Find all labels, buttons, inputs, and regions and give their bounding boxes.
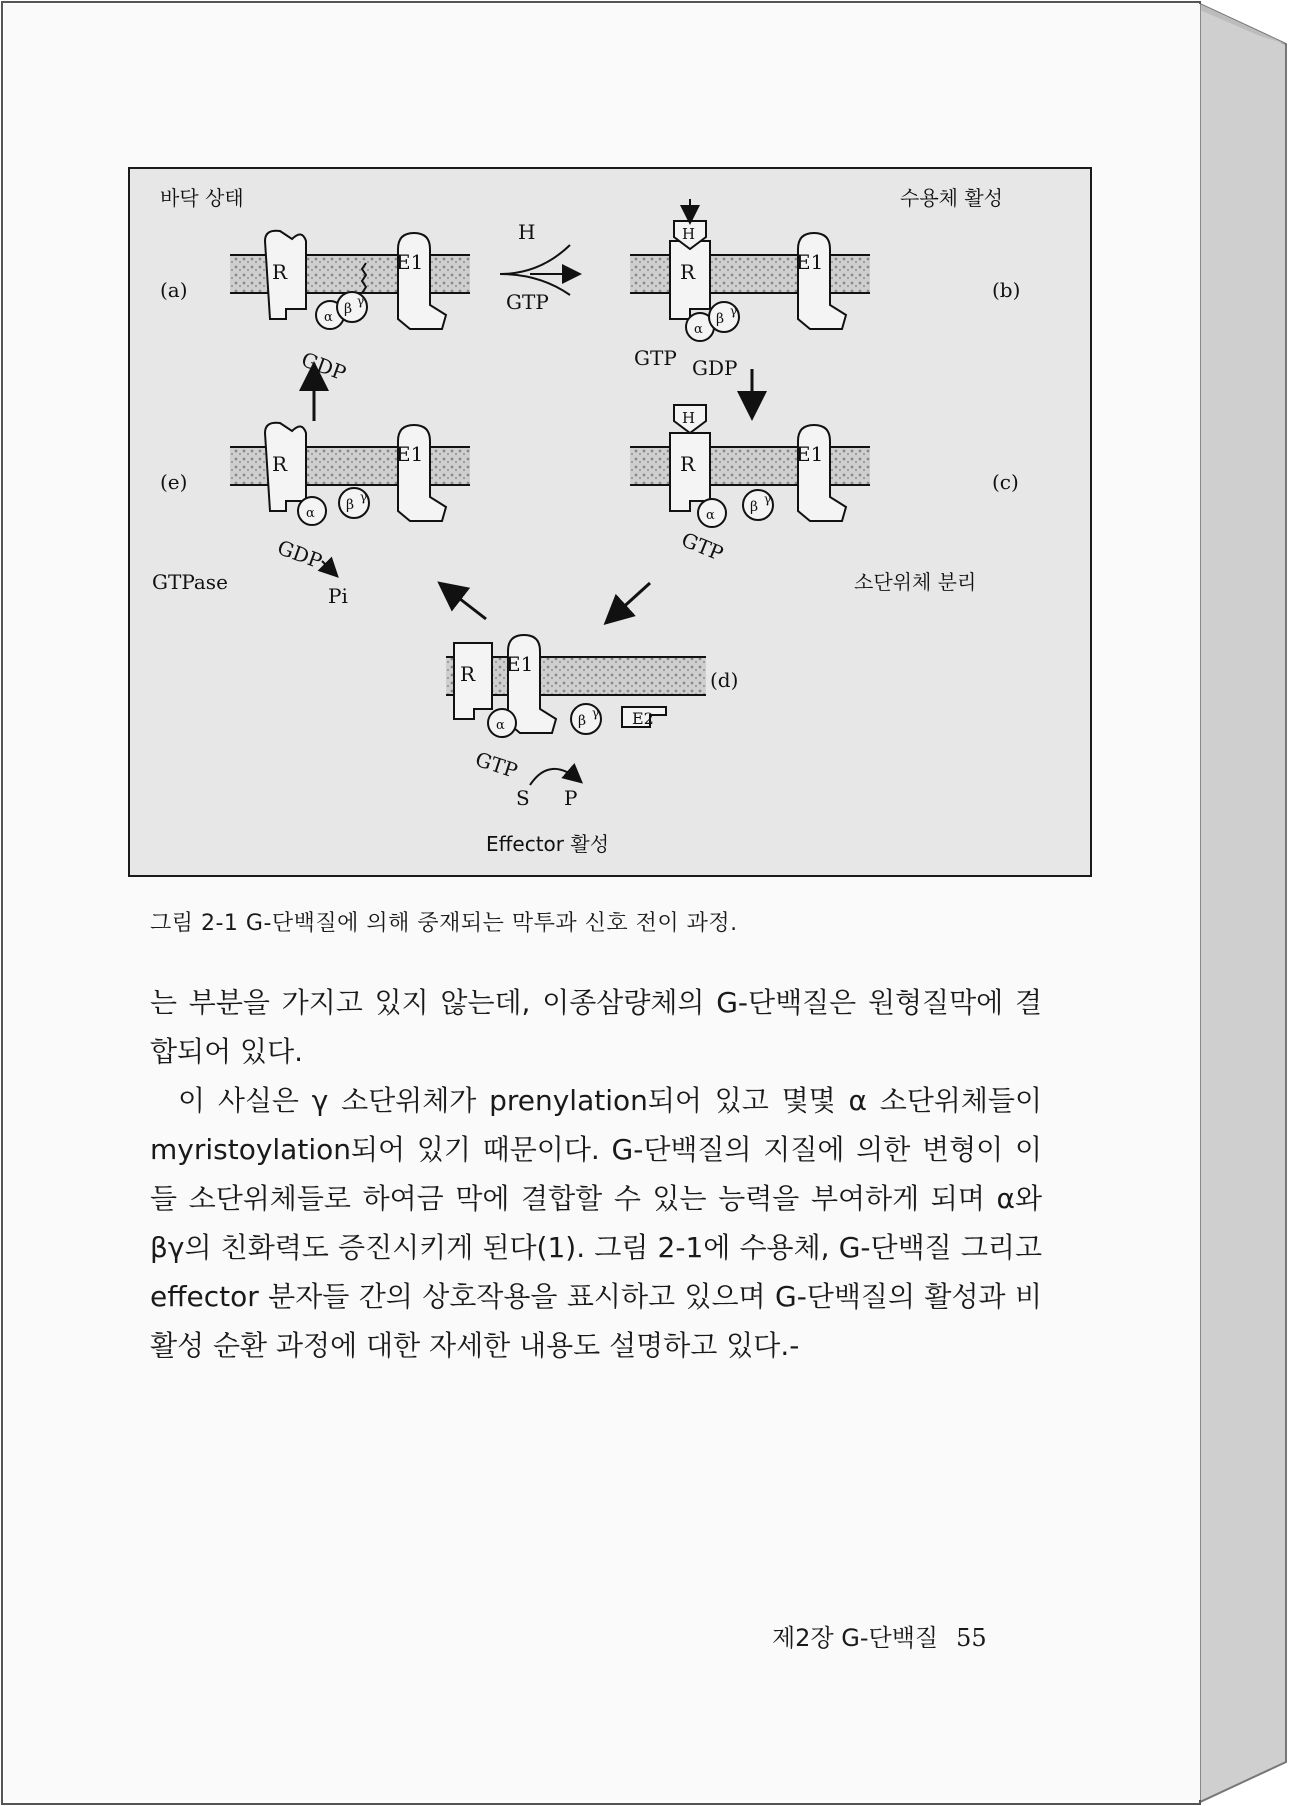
effector-label-e: E1 (396, 442, 424, 466)
phosphate-label: Pi (328, 584, 348, 608)
figure-diagram (130, 169, 1090, 875)
beta-label-c: β (750, 499, 759, 515)
page-footer (772, 1618, 987, 1653)
gtp-label-c: GTP (678, 527, 727, 566)
hormone-bound-label: H (682, 225, 696, 243)
paragraph-2: 이 사실은 γ 소단위체가 prenylation되어 있고 몇몇 α 소단위체들이 myristoylation되어 있기 때문이다. G-단백질의 지질에 의한 변형이 이들 소단위체들로 하여금 막에 결합할 수 있는 능력을 부여하게 되며 α와 βγ의 친화력도 증진시키게 된다(1). 그림 2-1에 수용체, G-단백질 그리고 effector 분자들 간의 상호작용을 표시하고 있으며 G-단백질의 활성과 비활성 순환 과정에 대한 자세한 내용도 설명하고 있다.- (150, 1084, 1042, 1362)
panel-e-label: (e) (160, 470, 188, 494)
beta-label-e: β (346, 497, 355, 513)
receptor-label-b: R (680, 260, 696, 284)
gtp-label-arrow: GTP (506, 290, 549, 314)
body-text (150, 978, 1042, 1370)
gdp-label-e: GDP (274, 535, 326, 574)
panel-b (630, 199, 1020, 380)
hormone-label: H (518, 220, 536, 244)
panel-b-label: (b) (992, 278, 1021, 302)
gamma-label-b: γ (730, 304, 738, 318)
gamma-label-c: γ (764, 492, 772, 506)
gtpase-label: GTPase (152, 570, 228, 594)
effector-label: E1 (396, 250, 424, 274)
beta-label-d: β (578, 713, 587, 729)
panel-a-label: (a) (160, 278, 188, 302)
gamma-label-e: γ (360, 490, 368, 504)
substrate-label: S (516, 786, 530, 810)
panel-e (152, 423, 470, 608)
gdp-label-b: GDP (692, 356, 738, 380)
gtp-label-d: GTP (472, 746, 521, 783)
alpha-label: α (324, 310, 333, 325)
beta-label: β (344, 301, 353, 317)
gdp-label-a: GDP (298, 347, 350, 386)
chapter-title: 제2장 G-단백질 (772, 1624, 939, 1652)
subunit-dissociation-label: 소단위체 분리 (854, 570, 977, 594)
effector-label-b: E1 (796, 250, 824, 274)
arrow-d-to-e (442, 585, 486, 619)
gamma-label: γ (357, 294, 365, 308)
label-ground-state: 바닥 상태 (160, 186, 244, 210)
gamma-label-d: γ (592, 706, 600, 720)
beta-label-b: β (716, 311, 725, 327)
effector-label-d: E1 (506, 652, 534, 676)
effector-label-c: E1 (796, 442, 824, 466)
panel-c-label: (c) (992, 470, 1019, 494)
page-number: 55 (956, 1624, 987, 1652)
receptor-label-d: R (460, 662, 476, 686)
arrow-a-to-b (500, 220, 578, 314)
hormone-bound-label-c: H (682, 409, 696, 427)
figure-caption: 그림 2-1 G-단백질에 의해 중재되는 막투과 신호 전이 과정. (150, 911, 738, 936)
panel-c (630, 405, 1019, 594)
panel-d-label: (d) (710, 668, 739, 692)
alpha-label-d: α (496, 718, 505, 733)
panel-a (160, 231, 470, 386)
label-receptor-activation: 수용체 활성 (900, 186, 1003, 210)
effector2-label-d: E2 (632, 709, 654, 728)
panel-d (446, 635, 738, 856)
receptor-label-e: R (272, 452, 288, 476)
receptor-label: R (272, 260, 288, 284)
arrow-c-to-d (608, 583, 650, 621)
product-label: P (564, 786, 578, 810)
receptor-label-c: R (680, 452, 696, 476)
gtp-label-b: GTP (634, 346, 677, 370)
effector-activation-label: Effector 활성 (486, 832, 610, 856)
alpha-label-c: α (706, 508, 715, 523)
figure-g-protein-cycle (128, 167, 1092, 877)
alpha-label-b: α (694, 322, 703, 337)
alpha-label-e: α (306, 506, 315, 521)
paragraph-1: 는 부분을 가지고 있지 않는데, 이종삼량체의 G-단백질은 원형질막에 결합되어 있다. (150, 986, 1042, 1068)
